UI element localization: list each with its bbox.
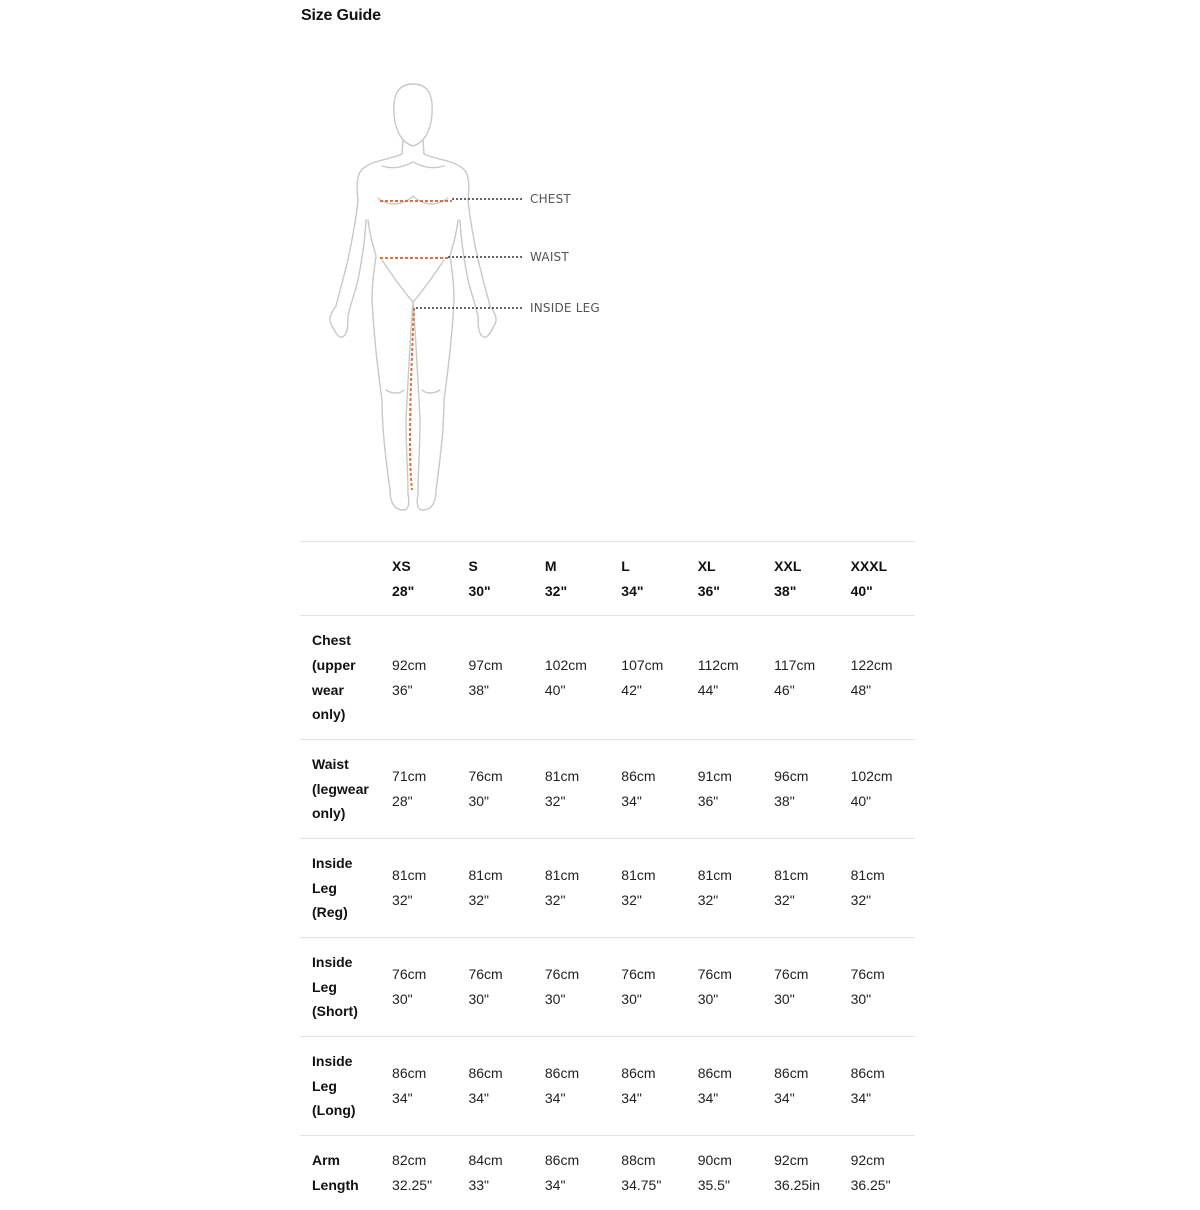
table-cell: 92cm 36.25" [839, 1136, 915, 1210]
size-header-xs: XS 28" [380, 542, 456, 616]
row-label-chest: Chest (upper wear only) [300, 616, 380, 740]
table-cell: 97cm 38" [456, 616, 532, 740]
table-row-chest [300, 616, 915, 740]
table-row-inside-leg-long [300, 1037, 915, 1136]
table-cell: 86cm 34" [609, 1037, 685, 1136]
table-cell: 81cm 32" [533, 839, 609, 938]
table-cell: 112cm 44" [686, 616, 762, 740]
table-cell: 122cm 48" [839, 616, 915, 740]
row-label-inside-leg-long: Inside Leg (Long) [300, 1037, 380, 1136]
table-cell: 86cm 34" [609, 740, 685, 839]
table-cell: 86cm 34" [380, 1037, 456, 1136]
table-cell: 92cm 36" [380, 616, 456, 740]
table-cell: 76cm 30" [456, 938, 532, 1037]
table-cell: 88cm 34.75" [609, 1136, 685, 1210]
inside-leg-label: INSIDE LEG [530, 301, 600, 315]
size-header-m: M 32" [533, 542, 609, 616]
size-table [300, 541, 915, 1210]
table-cell: 71cm 28" [380, 740, 456, 839]
table-cell: 81cm 32" [686, 839, 762, 938]
size-header-xxxl: XXXL 40" [839, 542, 915, 616]
table-cell: 86cm 34" [839, 1037, 915, 1136]
table-cell: 86cm 34" [456, 1037, 532, 1136]
table-cell: 91cm 36" [686, 740, 762, 839]
size-header-row [300, 542, 915, 616]
table-cell: 81cm 32" [839, 839, 915, 938]
body-measurement-figure [320, 70, 620, 530]
size-header-xl: XL 36" [686, 542, 762, 616]
table-row-inside-leg-short [300, 938, 915, 1037]
table-cell: 76cm 30" [533, 938, 609, 1037]
table-cell: 102cm 40" [839, 740, 915, 839]
table-cell: 84cm 33" [456, 1136, 532, 1210]
table-cell: 96cm 38" [762, 740, 838, 839]
row-label-inside-leg-reg: Inside Leg (Reg) [300, 839, 380, 938]
table-cell: 76cm 30" [609, 938, 685, 1037]
row-label-inside-leg-short: Inside Leg (Short) [300, 938, 380, 1037]
waist-label: WAIST [530, 250, 569, 264]
table-cell: 76cm 30" [380, 938, 456, 1037]
table-cell: 86cm 34" [533, 1136, 609, 1210]
table-cell: 76cm 30" [456, 740, 532, 839]
table-cell: 81cm 32" [456, 839, 532, 938]
row-label-arm-length: Arm Length [300, 1136, 380, 1210]
table-cell: 82cm 32.25" [380, 1136, 456, 1210]
table-cell: 76cm 30" [839, 938, 915, 1037]
table-row-waist [300, 740, 915, 839]
table-cell: 86cm 34" [762, 1037, 838, 1136]
body-outline [330, 84, 496, 510]
size-header-xxl: XXL 38" [762, 542, 838, 616]
table-cell: 90cm 35.5" [686, 1136, 762, 1210]
table-cell: 81cm 32" [533, 740, 609, 839]
row-label-waist: Waist (legwear only) [300, 740, 380, 839]
table-cell: 117cm 46" [762, 616, 838, 740]
table-cell: 86cm 34" [533, 1037, 609, 1136]
table-cell: 102cm 40" [533, 616, 609, 740]
table-row-inside-leg-reg [300, 839, 915, 938]
table-cell: 86cm 34" [686, 1037, 762, 1136]
size-header-s: S 30" [456, 542, 532, 616]
table-cell: 107cm 42" [609, 616, 685, 740]
size-header-l: L 34" [609, 542, 685, 616]
body-outline-illustration [320, 70, 620, 530]
table-cell: 81cm 32" [609, 839, 685, 938]
table-cell: 81cm 32" [762, 839, 838, 938]
table-cell: 76cm 30" [686, 938, 762, 1037]
table-cell: 81cm 32" [380, 839, 456, 938]
header-empty-cell [300, 542, 380, 616]
table-cell: 76cm 30" [762, 938, 838, 1037]
page-title: Size Guide [301, 7, 381, 25]
table-row-arm-length [300, 1136, 915, 1210]
table-cell: 92cm 36.25in [762, 1136, 838, 1210]
chest-label: CHEST [530, 192, 571, 206]
